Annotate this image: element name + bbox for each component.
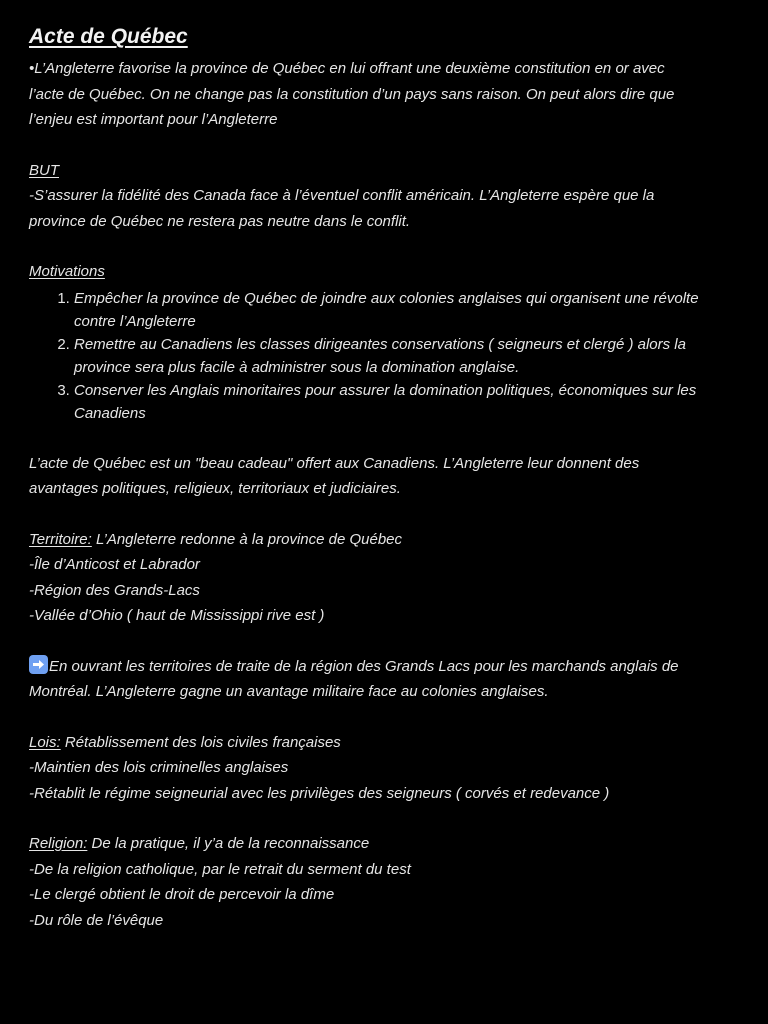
motivations-section bbox=[29, 259, 740, 425]
territoire-line: -Vallée d’Ohio ( haut de Mississippi rive est ) bbox=[29, 607, 325, 624]
religion-line: -Le clergé obtient le droit de percevoir la dîme bbox=[29, 886, 335, 903]
religion-line: -Du rôle de l’évêque bbox=[29, 911, 164, 929]
cadeau-paragraph bbox=[29, 451, 740, 502]
motivations-heading: Motivations bbox=[29, 263, 105, 280]
list-item: 3. Conserver les Anglais minoritaires pour assurer la domination politiques, économiques sur les Canadiens bbox=[74, 379, 740, 425]
religion-section bbox=[29, 831, 740, 933]
intro-paragraph bbox=[29, 56, 740, 133]
territoire-line: -Île d’Anticost et Labrador bbox=[29, 556, 200, 573]
page-title: Acte de Québec bbox=[29, 25, 188, 48]
lois-line: -Rétablit le régime seigneurial avec les privilèges des seigneurs ( corvés et redevance ) bbox=[29, 784, 610, 802]
lois-text: Rétablissement des lois civiles françaises bbox=[60, 733, 341, 751]
intro-line: •L’Angleterre favorise la province de Québec en lui offrant une deuxième constitution en or avec bbox=[29, 60, 665, 77]
but-line: province de Québec ne restera pas neutre dans le conflit. bbox=[29, 212, 411, 230]
territoire-line: -Région des Grands-Lacs bbox=[29, 581, 200, 599]
intro-line: l’enjeu est important pour l’Angleterre bbox=[29, 111, 278, 128]
religion-text: De la pratique, il y’a de la reconnaissance bbox=[87, 835, 370, 852]
right-arrow-icon bbox=[29, 655, 48, 674]
cadeau-line: avantages politiques, religieux, territoriaux et judiciaires. bbox=[29, 480, 401, 497]
religion-line: -De la religion catholique, par le retrait du serment du test bbox=[29, 860, 411, 878]
arrow-note bbox=[29, 654, 740, 705]
motivations-list bbox=[29, 287, 740, 425]
territoire-section bbox=[29, 527, 740, 629]
but-line: -S’assurer la fidélité des Canada face à l’éventuel conflit américain. L’Angleterre espère que la bbox=[29, 187, 655, 204]
lois-heading: Lois: bbox=[29, 733, 61, 751]
territoire-text: L’Angleterre redonne à la province de Québec bbox=[91, 530, 403, 548]
territoire-heading: Territoire: bbox=[29, 530, 92, 548]
arrow-note-line: Montréal. L’Angleterre gagne un avantage militaire face au colonies anglaises. bbox=[29, 683, 549, 700]
arrow-note-line: En ouvrant les territoires de traite de la région des Grands Lacs pour les marchands anglais de bbox=[49, 657, 679, 675]
but-heading: BUT bbox=[29, 161, 59, 179]
lois-line: -Maintien des lois criminelles anglaises bbox=[29, 759, 289, 776]
list-item: 2. Remettre au Canadiens les classes dirigeantes conservations ( seigneurs et clergé ) alors la province sera plus facile à administrer sous la domination anglaise. bbox=[74, 333, 740, 379]
but-section bbox=[29, 158, 740, 235]
religion-heading: Religion: bbox=[29, 835, 88, 852]
intro-line: l’acte de Québec. On ne change pas la constitution d’un pays sans raison. On peut alors dire que bbox=[29, 85, 675, 103]
cadeau-line: L’acte de Québec est un "beau cadeau" offert aux Canadiens. L’Angleterre leur donnent des bbox=[29, 454, 640, 472]
lois-section bbox=[29, 730, 740, 807]
list-item: 1. Empêcher la province de Québec de joindre aux colonies anglaises qui organisent une révolte contre l’Angleterre bbox=[74, 287, 740, 333]
